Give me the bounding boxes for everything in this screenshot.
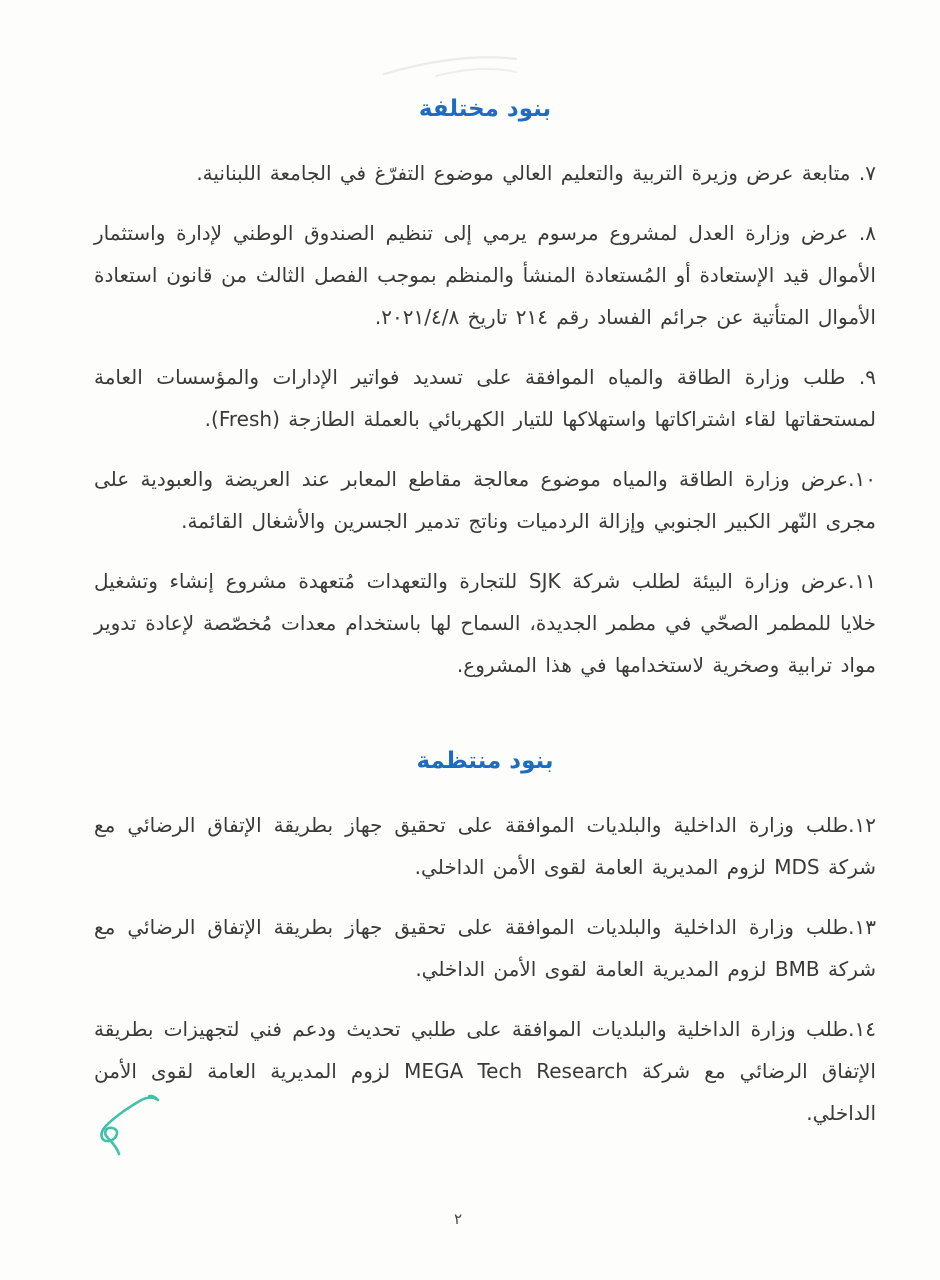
agenda-item-14: ١٤.طلب وزارة الداخلية والبلديات الموافقة على طلبي تحديث ودعم فني لتجهيزات بطريقة الإتفاق الرضائي مع شركة MEGA Tech Research لزوم المديرية العامة لقوى الأمن الداخلي. [94, 1017, 876, 1125]
agenda-item-7: ٧. متابعة عرض وزيرة التربية والتعليم العالي موضوع التفرّغ في الجامعة اللبنانية. [196, 161, 876, 185]
agenda-item-8: ٨. عرض وزارة العدل لمشروع مرسوم يرمي إلى تنظيم الصندوق الوطني لإدارة واستثمار الأموال قيد الإستعادة أو المُستعادة المنشأ والمنظم بموجب الفصل الثالث من قانون استعادة الأموال المتأتية عن جرائم الفساد رقم ٢١٤ تاريخ ٢٠٢١/٤/٨. [94, 221, 876, 329]
agenda-item-13: ١٣.طلب وزارة الداخلية والبلديات الموافقة على تحقيق جهاز بطريقة الإتفاق الرضائي مع شركة BMB لزوم المديرية العامة لقوى الأمن الداخلي. [94, 915, 876, 981]
agenda-item-10: ١٠.عرض وزارة الطاقة والمياه موضوع معالجة مقاطع المعابر عند العريضة والعبودية على مجرى النّهر الكبير الجنوبي وإزالة الردميات وناتج تدمير الجسرين والأشغال القائمة. [94, 467, 876, 533]
section-heading-misc: بنود مختلفة [418, 96, 552, 122]
section-heading-regular: بنود منتظمة [416, 748, 554, 774]
page-number: ٢ [453, 1210, 463, 1228]
document-body [94, 96, 876, 1152]
scan-smudge-artifact [378, 44, 523, 82]
handwritten-mark [92, 1086, 162, 1158]
agenda-item-9: ٩. طلب وزارة الطاقة والمياه الموافقة على تسديد فواتير الإدارات والمؤسسات العامة لمستحقاتها لقاء اشتراكاتها واستهلاكها للتيار الكهربائي بالعملة الطازجة (Fresh). [94, 365, 876, 431]
agenda-item-12: ١٢.طلب وزارة الداخلية والبلديات الموافقة على تحقيق جهاز بطريقة الإتفاق الرضائي مع شركة MDS لزوم المديرية العامة لقوى الأمن الداخلي. [94, 813, 876, 879]
agenda-item-11: ١١.عرض وزارة البيئة لطلب شركة SJK للتجارة والتعهدات مُتعهدة مشروع إنشاء وتشغيل خلايا للمطمر الصحّي في مطمر الجديدة، السماح لها باستخدام معدات مُخصّصة لإعادة تدوير مواد ترابية وصخرية لاستخدامها في هذا المشروع. [94, 569, 876, 677]
